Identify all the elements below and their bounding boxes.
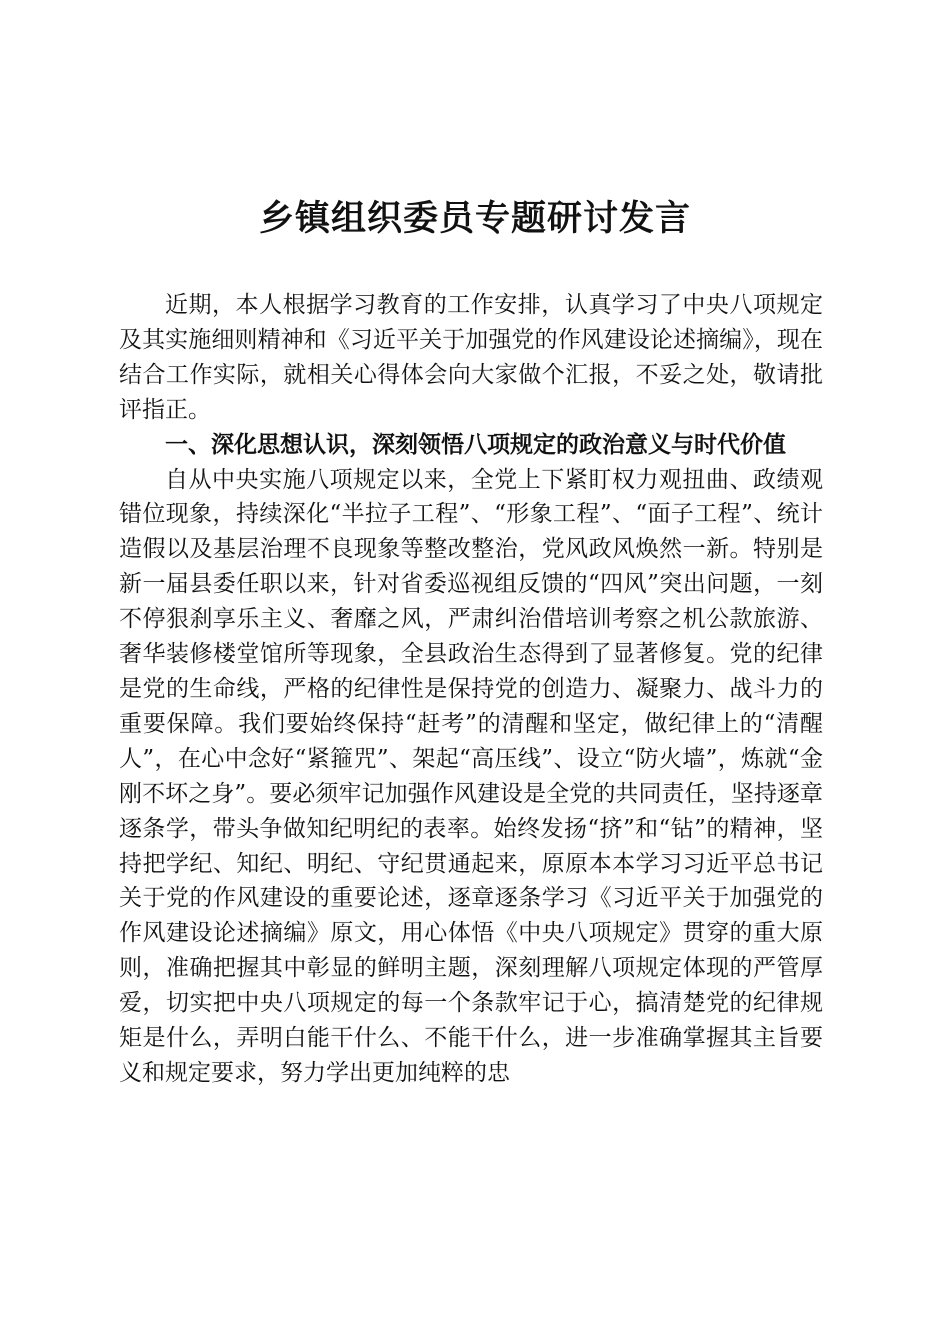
intro-paragraph: 近期，本人根据学习教育的工作安排，认真学习了中央八项规定及其实施细则精神和《习近平关于加强党的作风建设论述摘编》，现在结合工作实际，就相关心得体会向大家做个汇报，不妥之处，敬请批评指正。 [119, 292, 823, 423]
document-body [119, 288, 823, 1091]
document-title: 乡镇组织委员专题研讨发言 [258, 198, 691, 239]
section-heading: 一、深化思想认识，深刻领悟八项规定的政治意义与时代价值 [165, 431, 786, 458]
body-paragraph: 自从中央实施八项规定以来，全党上下紧盯权力观扭曲、政绩观错位现象，持续深化“半拉子工程”、“形象工程”、“面子工程”、统计造假以及基层治理不良现象等整改整治，党风政风焕然一新。特别是新一届县委任职以来，针对省委巡视组反馈的“四风”突出问题，一刻不停狠刹享乐主义、奢靡之风，严肃纠治借培训考察之机公款旅游、奢华装修楼堂馆所等现象，全县政治生态得到了显著修复。党的纪律是党的生命线，严格的纪律性是保持党的创造力、凝聚力、战斗力的重要保障。我们要始终保持“赶考”的清醒和坚定，做纪律上的“清醒人”，在心中念好“紧箍咒”、架起“高压线”、设立“防火墙”，炼就“金刚不坏之身”。要必须牢记加强作风建设是全党的共同责任，坚持逐章逐条学，带头争做知纪明纪的表率。始终发扬“挤”和“钻”的精神，坚持把学纪、知纪、明纪、守纪贯通起来，原原本本学习习近平总书记关于党的作风建设的重要论述，逐章逐条学习《习近平关于加强党的作风建设论述摘编》原文，用心体悟《中央八项规定》贯穿的重大原则，准确把握其中彰显的鲜明主题，深刻理解八项规定体现的严管厚爱，切实把中央八项规定的每一个条款牢记于心，搞清楚党的纪律规矩是什么，弄明白能干什么、不能干什么，进一步准确掌握其主旨要义和规定要求，努力学出更加纯粹的忠 [119, 466, 823, 1086]
